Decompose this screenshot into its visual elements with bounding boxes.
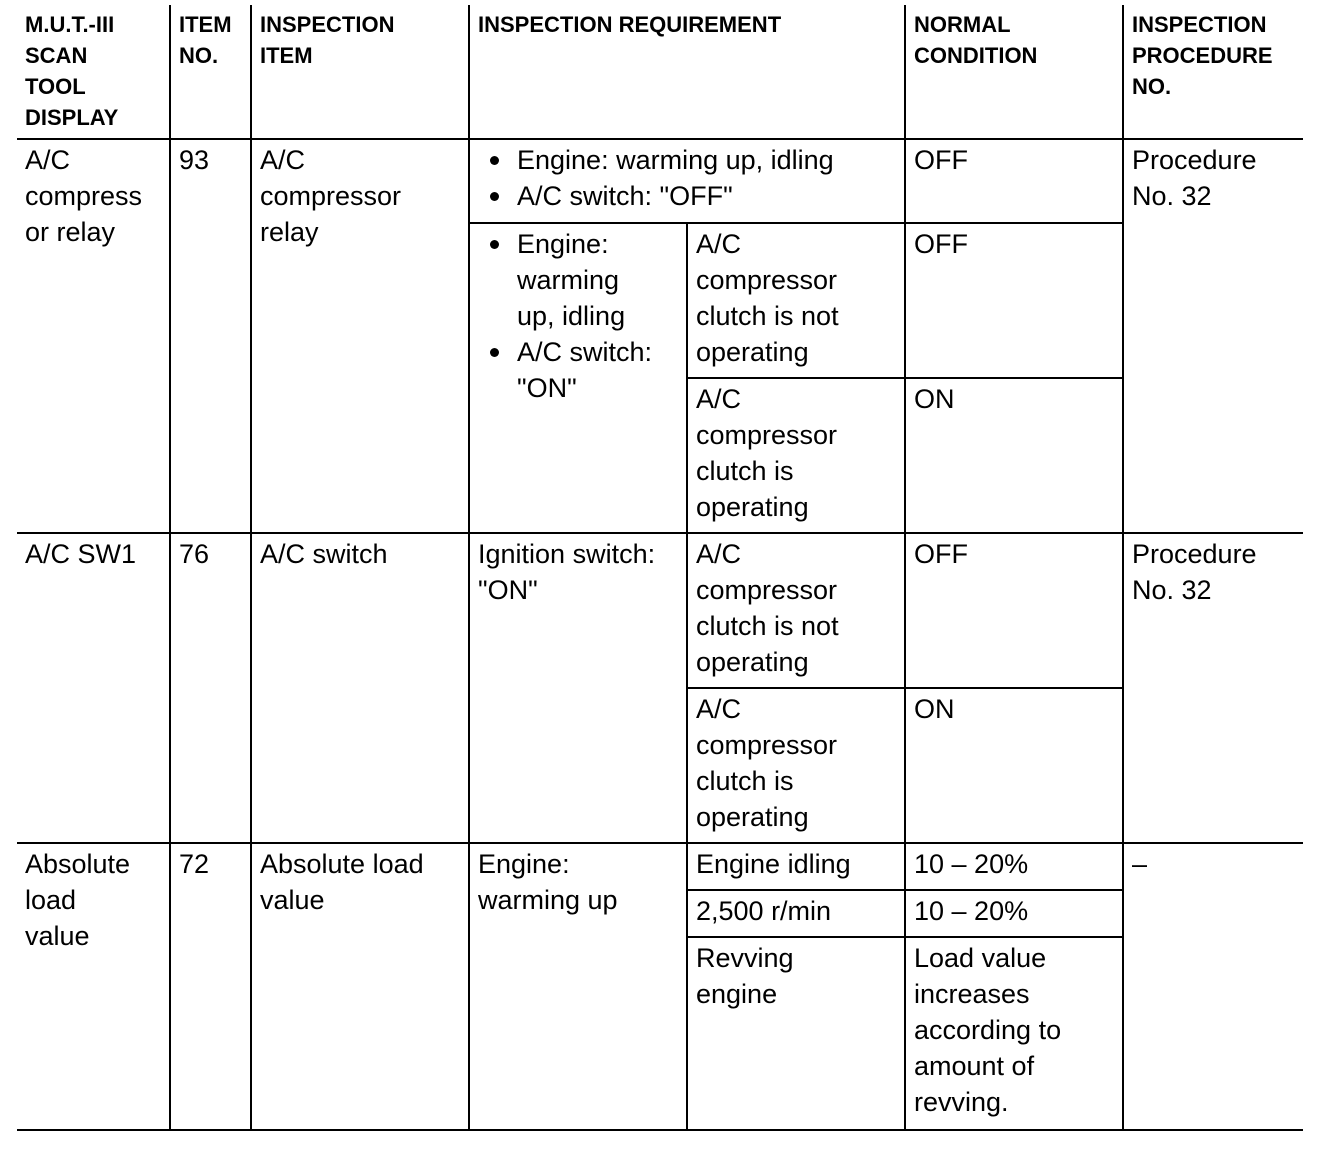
table-row: [17, 533, 1303, 688]
inspection-item-cell: Absolute load value: [251, 843, 469, 1130]
scan-tool-display-cell: Absolute load value: [17, 843, 170, 1130]
condition-cell: A/C compressor clutch is operating: [687, 688, 905, 843]
item-no-cell: 76: [170, 533, 251, 843]
condition-cell: A/C compressor clutch is not operating: [687, 533, 905, 688]
procedure-cell: –: [1123, 843, 1303, 1130]
item-no-cell: 93: [170, 139, 251, 533]
normal-condition-cell: OFF: [905, 533, 1123, 688]
requirement-list: [478, 226, 686, 406]
condition-cell: Engine idling: [687, 843, 905, 890]
normal-condition-cell: 10 – 20%: [905, 843, 1123, 890]
inspection-table: [17, 5, 1303, 1131]
header-scan-tool-display: M.U.T.-III SCAN TOOL DISPLAY: [17, 5, 170, 139]
list-item: A/C switch: "OFF": [478, 178, 904, 214]
normal-condition-cell: ON: [905, 688, 1123, 843]
header-row: [17, 5, 1303, 139]
scan-tool-display-cell: A/C SW1: [17, 533, 170, 843]
condition-cell: A/C compressor clutch is not operating: [687, 223, 905, 378]
condition-cell: A/C compressor clutch is operating: [687, 378, 905, 533]
inspection-item-cell: A/C switch: [251, 533, 469, 843]
requirement-cell: [469, 223, 687, 533]
procedure-cell: Procedure No. 32: [1123, 533, 1303, 843]
requirement-cell: Engine: warming up: [469, 843, 687, 1130]
list-item: A/C switch: "ON": [478, 334, 686, 406]
header-inspection-item: INSPECTION ITEM: [251, 5, 469, 139]
table-row: [17, 139, 1303, 223]
normal-condition-cell: OFF: [905, 223, 1123, 378]
normal-condition-cell: Load value increases according to amount of revving.: [905, 937, 1123, 1130]
normal-condition-cell: 10 – 20%: [905, 890, 1123, 937]
header-inspection-procedure-no: INSPECTION PROCEDURE NO.: [1123, 5, 1303, 139]
procedure-cell: Procedure No. 32: [1123, 139, 1303, 533]
item-no-cell: 72: [170, 843, 251, 1130]
normal-condition-cell: ON: [905, 378, 1123, 533]
condition-cell: Revving engine: [687, 937, 905, 1130]
requirement-list: [478, 142, 904, 214]
header-normal-condition: NORMAL CONDITION: [905, 5, 1123, 139]
normal-condition-cell: OFF: [905, 139, 1123, 223]
condition-cell: 2,500 r/min: [687, 890, 905, 937]
header-inspection-requirement: INSPECTION REQUIREMENT: [469, 5, 905, 139]
inspection-item-cell: A/C compressor relay: [251, 139, 469, 533]
header-item-no: ITEM NO.: [170, 5, 251, 139]
requirement-cell: [469, 139, 905, 223]
requirement-cell: Ignition switch: "ON": [469, 533, 687, 843]
scan-tool-display-cell: A/C compress or relay: [17, 139, 170, 533]
list-item: Engine: warming up, idling: [478, 142, 904, 178]
table-row: [17, 843, 1303, 890]
list-item: Engine: warming up, idling: [478, 226, 686, 334]
